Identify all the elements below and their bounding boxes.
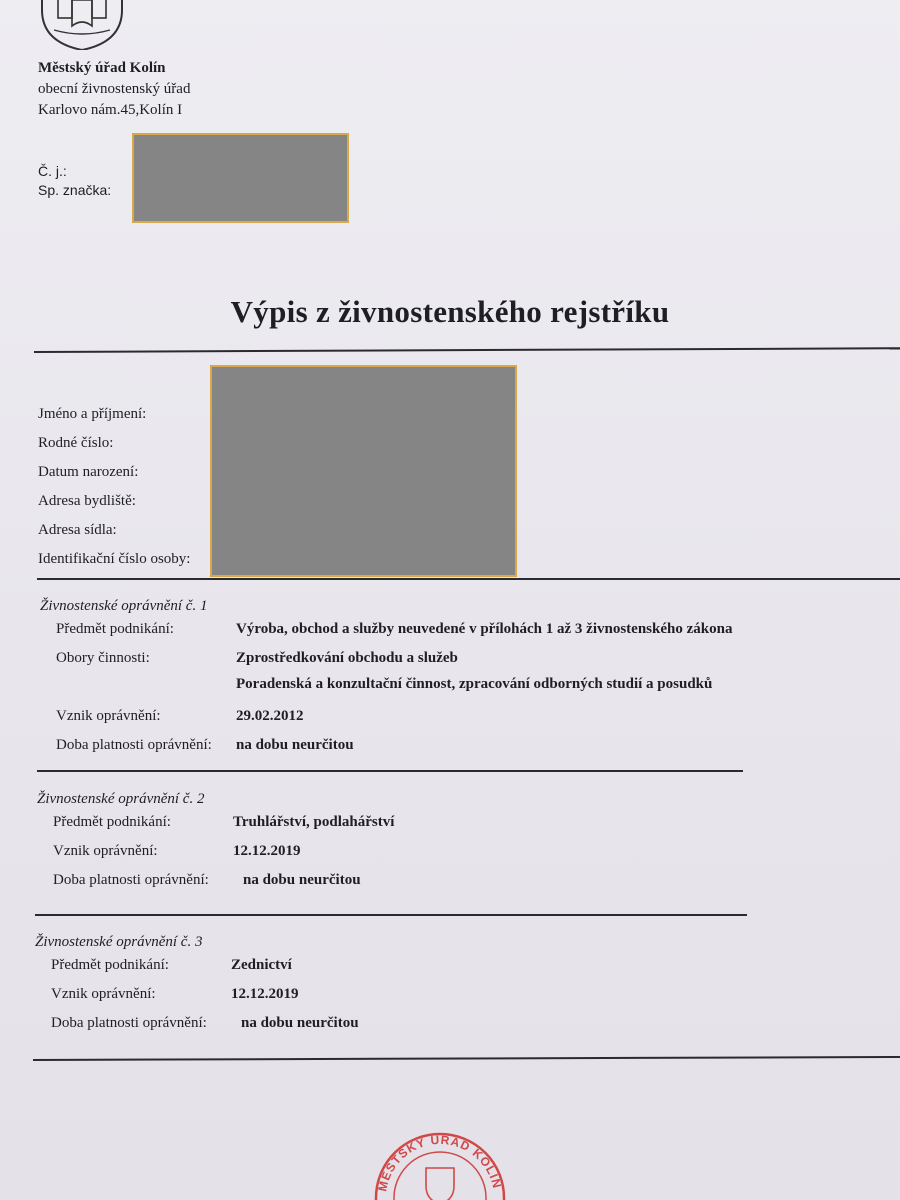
stamp-text: MĚSTSKÝ ÚŘAD KOLÍN <box>375 1132 505 1193</box>
license-heading: Živnostenské oprávnění č. 1 <box>40 598 208 614</box>
validity-label: Doba platnosti oprávnění: <box>53 872 209 888</box>
svg-text:MĚSTSKÝ ÚŘAD KOLÍN <box>375 1132 504 1193</box>
license-validity-row <box>40 737 860 766</box>
subject-value: Truhlářství, podlahářství <box>233 814 395 830</box>
validity-value: na dobu neurčitou <box>241 1015 359 1031</box>
subject-label: Předmět podnikání: <box>56 621 174 637</box>
license-heading: Živnostenské oprávnění č. 2 <box>37 791 205 807</box>
issuer-department: obecní živnostenský úřad <box>38 81 191 97</box>
license-section-3 <box>35 934 855 1044</box>
license-subject-row <box>35 957 855 986</box>
start-label: Vznik oprávnění: <box>56 708 161 724</box>
field-value: Zprostředkování obchodu a služeb <box>236 650 458 666</box>
license-start-row <box>35 986 855 1015</box>
license-start-row <box>37 843 857 872</box>
fields-label: Obory činnosti: <box>56 650 150 666</box>
subject-value: Zednictví <box>231 957 292 973</box>
divider-line <box>34 347 900 353</box>
city-crest-icon <box>36 0 128 50</box>
name-label: Jméno a příjmení: <box>38 406 147 422</box>
license-fields-row <box>40 650 860 679</box>
license-section-1 <box>40 598 860 766</box>
official-stamp-icon <box>370 1128 510 1200</box>
license-fields-row-continued <box>40 676 860 708</box>
birth-date-label: Datum narození: <box>38 464 139 480</box>
license-validity-row <box>37 872 857 901</box>
license-subject-row <box>40 621 860 650</box>
person-info-block <box>38 400 190 574</box>
validity-label: Doba platnosti oprávnění: <box>51 1015 207 1031</box>
redacted-reference-box <box>132 133 349 223</box>
divider-line <box>37 578 900 580</box>
start-value: 29.02.2012 <box>236 708 304 724</box>
validity-value: na dobu neurčitou <box>243 872 361 888</box>
cj-label: Č. j.: <box>38 163 67 179</box>
start-label: Vznik oprávnění: <box>51 986 156 1002</box>
start-label: Vznik oprávnění: <box>53 843 158 859</box>
divider-line <box>33 1056 900 1061</box>
license-subject-row <box>37 814 857 843</box>
issuer-address: Karlovo nám.45,Kolín I <box>38 102 183 118</box>
sp-znacka-label: Sp. značka: <box>38 182 112 198</box>
license-heading: Živnostenské oprávnění č. 3 <box>35 934 203 950</box>
divider-line <box>35 914 747 916</box>
subject-label: Předmět podnikání: <box>53 814 171 830</box>
redacted-person-box <box>210 365 517 577</box>
issuer-block <box>38 58 190 121</box>
license-validity-row <box>35 1015 855 1044</box>
residence-address-label: Adresa bydliště: <box>38 493 136 509</box>
license-section-2 <box>37 791 857 901</box>
divider-line <box>37 770 743 772</box>
start-value: 12.12.2019 <box>231 986 299 1002</box>
subject-label: Předmět podnikání: <box>51 957 169 973</box>
id-number-label: Identifikační číslo osoby: <box>38 551 191 567</box>
validity-value: na dobu neurčitou <box>236 737 354 753</box>
issuer-name: Městský úřad Kolín <box>38 60 166 76</box>
validity-label: Doba platnosti oprávnění: <box>56 737 212 753</box>
subject-value: Výroba, obchod a služby neuvedené v přílohách 1 až 3 živnostenského zákona <box>236 621 733 637</box>
start-value: 12.12.2019 <box>233 843 301 859</box>
birth-number-label: Rodné číslo: <box>38 435 114 451</box>
field-value: Poradenská a konzultační činnost, zpracování odborných studií a posudků <box>236 676 713 692</box>
reference-block <box>38 162 111 200</box>
document-title: Výpis z živnostenského rejstříku <box>230 294 670 329</box>
license-start-row <box>40 708 860 737</box>
seat-address-label: Adresa sídla: <box>38 522 117 538</box>
